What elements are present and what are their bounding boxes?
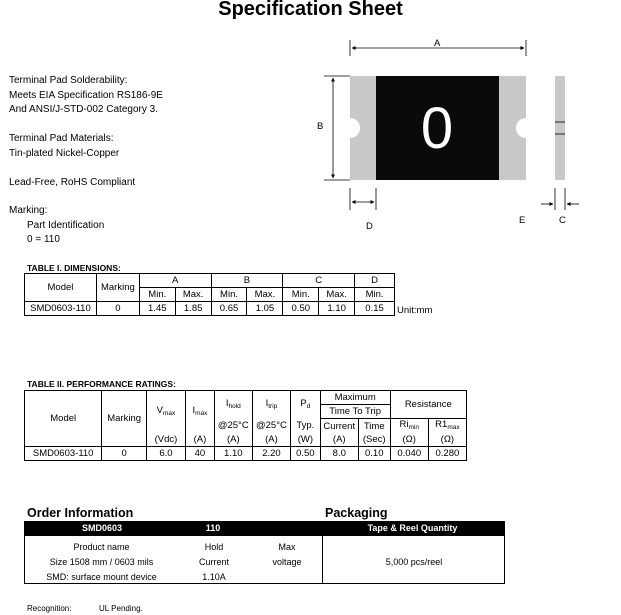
page-title: Specification Sheet <box>218 0 403 20</box>
t1-cell: 1.85 <box>175 302 211 316</box>
t1-group-b: B <box>211 274 283 288</box>
t1-cell: 1.45 <box>139 302 175 316</box>
note-leadfree: Lead-Free, RoHS Compliant <box>9 177 136 188</box>
t2-header-model: Model <box>25 391 102 447</box>
recognition-label: Recognition: <box>27 604 72 613</box>
table-dimensions <box>24 273 395 316</box>
t2-header-resistance: Resistance <box>390 391 466 419</box>
t2-header-time-to-trip: Time To Trip <box>320 405 390 419</box>
component-diagram <box>300 30 621 235</box>
table2-caption: TABLE II. PERFORMANCE RATINGS: <box>27 379 176 389</box>
order-bar-code: 110 <box>190 523 236 533</box>
t1-sub: Min. <box>139 288 175 302</box>
t2-unit: (A) <box>214 433 252 447</box>
t2-unit: (Vdc) <box>146 433 185 447</box>
note-solderability-ansi: And ANSI/J-STD-002 Category 3. <box>9 104 158 115</box>
t2-cell: 8.0 <box>320 447 358 461</box>
t1-cell: 1.05 <box>247 302 283 316</box>
order-voltage: voltage <box>272 557 302 567</box>
t2-cell: SMD0603-110 <box>25 447 102 461</box>
t1-cell: 0.65 <box>211 302 247 316</box>
order-smd: SMD: surface mount device <box>46 572 157 582</box>
t1-sub: Max. <box>247 288 283 302</box>
t2-header-vmax: $V_{max}$ <box>146 391 185 434</box>
t1-group-c: C <box>283 274 355 288</box>
t2-unit: (A) <box>252 433 290 447</box>
t2-cell: 0 <box>102 447 147 461</box>
packaging-heading: Packaging <box>325 506 388 520</box>
order-information-heading: Order Information <box>27 506 134 520</box>
pad-notch-left <box>340 118 360 138</box>
recognition-value: UL Pending. <box>99 604 143 613</box>
t2-header-ihold: $I_{hold}$ <box>214 391 252 419</box>
note-materials-value: Tin-plated Nickel-Copper <box>9 148 120 159</box>
order-bar-packaging: Tape & Reel Quantity <box>335 523 490 533</box>
table-performance <box>24 390 467 461</box>
order-current: Current <box>198 557 229 567</box>
t2-unit: (Ω) <box>428 433 466 447</box>
t1-cell: 0.15 <box>355 302 395 316</box>
dim-d-label: D <box>366 221 373 232</box>
t2-typ: Typ. <box>291 419 321 434</box>
dim-a-label: A <box>434 38 441 49</box>
order-product-name: Product name <box>73 542 130 552</box>
order-hold: Hold <box>204 542 224 552</box>
t2-header-imax: $I_{max}$ <box>186 391 215 434</box>
chip-marking-code: 0 <box>420 96 454 161</box>
t2-cell: 0.040 <box>390 447 428 461</box>
t2-cell: 0.10 <box>358 447 390 461</box>
t1-cell: 0 <box>96 302 139 316</box>
t2-time: Time <box>358 419 390 434</box>
note-part-identification: Part Identification <box>27 220 105 231</box>
order-size: Size 1508 mm / 0603 mils <box>49 557 154 567</box>
t2-header-marking: Marking <box>102 391 147 447</box>
t1-sub: Min. <box>355 288 395 302</box>
note-materials-heading: Terminal Pad Materials: <box>9 133 114 144</box>
dim-b-label: B <box>317 121 324 132</box>
order-divider <box>322 521 323 584</box>
note-part-code: 0 = 110 <box>27 234 60 245</box>
t2-header-maximum: Maximum <box>320 391 390 405</box>
t2-unit: (A) <box>186 433 215 447</box>
t2-unit: (A) <box>320 433 358 447</box>
t2-rmin: $Ri_{min}$ <box>390 419 428 434</box>
t1-unit: Unit:mm <box>397 305 433 316</box>
t2-current: Current <box>320 419 358 434</box>
t2-unit: (Ω) <box>390 433 428 447</box>
dim-c-label: C <box>559 215 566 226</box>
order-hold-value: 1.10A <box>202 572 226 582</box>
t1-sub: Max. <box>175 288 211 302</box>
t2-cell: 40 <box>186 447 215 461</box>
t1-sub: Min. <box>211 288 247 302</box>
t1-header-marking: Marking <box>96 274 139 302</box>
table1-caption: TABLE I. DIMENSIONS: <box>27 263 121 273</box>
order-bar-model: SMD0603 <box>72 523 132 533</box>
t2-header-itrip: $I_{trip}$ <box>252 391 290 419</box>
t1-group-a: A <box>139 274 211 288</box>
t2-cell: 1.10 <box>214 447 252 461</box>
t2-cond-trip: @25°C <box>252 419 290 434</box>
order-max: Max <box>278 542 296 552</box>
t2-cell: 2.20 <box>252 447 290 461</box>
table-row <box>25 447 467 461</box>
table-row <box>25 302 395 316</box>
t1-sub: Max. <box>319 288 355 302</box>
t1-cell: 0.50 <box>283 302 319 316</box>
note-solderability-eia: Meets EIA Specification RS186-9E <box>9 90 163 101</box>
note-marking-heading: Marking: <box>9 205 48 216</box>
packaging-quantity: 5,000 pcs/reel <box>385 557 443 567</box>
t2-cell: 0.280 <box>428 447 466 461</box>
t2-unit: (Sec) <box>358 433 390 447</box>
t2-cell: 6.0 <box>146 447 185 461</box>
t1-sub: Min. <box>283 288 319 302</box>
t2-cell: 0.50 <box>291 447 321 461</box>
t2-unit: (W) <box>291 433 321 447</box>
side-view-pad <box>555 76 565 180</box>
dim-e-label: E <box>519 215 526 226</box>
t1-cell: SMD0603-110 <box>25 302 97 316</box>
t2-header-pd: $P_d$ <box>291 391 321 419</box>
t1-header-model: Model <box>25 274 97 302</box>
t2-r1max: $R1_{max}$ <box>428 419 466 434</box>
note-solderability-heading: Terminal Pad Solderability: <box>9 75 128 86</box>
pad-notch-right <box>516 118 536 138</box>
t1-cell: 1.10 <box>319 302 355 316</box>
t2-cond-hold: @25°C <box>214 419 252 434</box>
t1-group-d: D <box>355 274 395 288</box>
